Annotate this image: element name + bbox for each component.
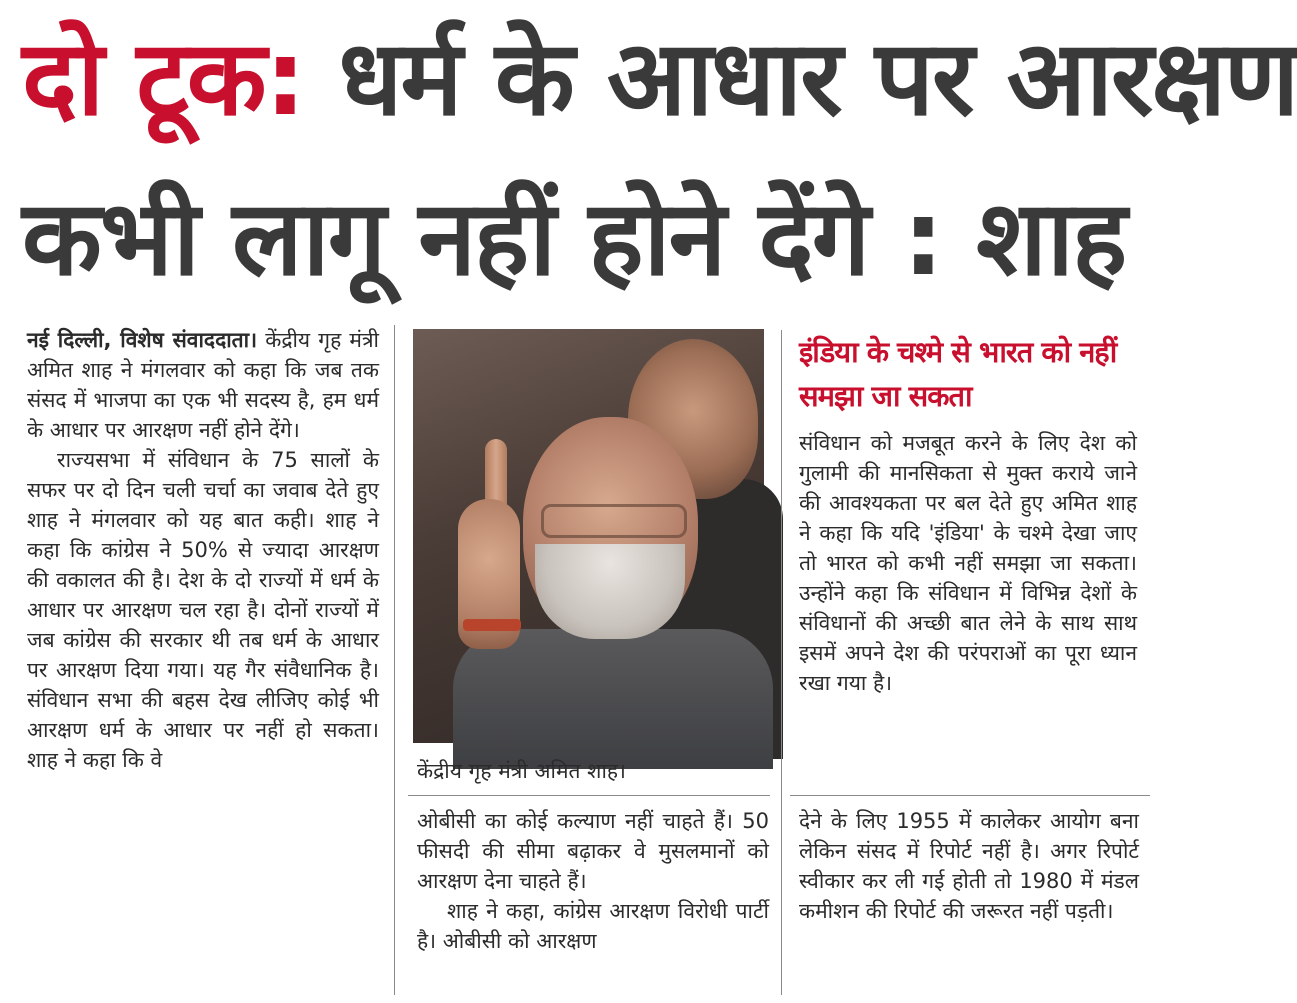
article-paragraph-3: ओबीसी का कोई कल्याण नहीं चाहते हैं। 50 फीसदी की सीमा बढ़ाकर वे मुसलमानों को आरक्षण देना चाहते हैं। <box>417 809 769 893</box>
headline-line-1-text: धर्म के आधार पर आरक्षण <box>304 17 1297 139</box>
article-paragraph-5: देने के लिए 1955 में कालेकर आयोग बना लेकिन संसद में रिपोर्ट नहीं है। अगर रिपोर्ट स्वीकार कर ली गई होती तो 1980 में मंडल कमीशन की रिपोर्ट की जरूरत नहीं पड़ती। <box>799 809 1139 923</box>
article-paragraph-1: केंद्रीय गृह मंत्री अमित शाह ने मंगलवार को कहा कि जब तक संसद में भाजपा का एक भी सदस्य है, हम धर्म के आधार पर आरक्षण नहीं होने देंगे। <box>27 328 379 442</box>
article-paragraph-2: राज्यसभा में संविधान के 75 सालों के सफर पर दो दिन चली चर्चा का जवाब देते हुए शाह ने मंगलवार को यह बात कही। शाह ने कहा कि कांग्रेस ने 50% से ज्यादा आरक्षण की वकालत की है। देश के दो राज्यों में धर्म के आधार पर आरक्षण चल रहा है। दोनों राज्यों में जब कांग्रेस की सरकार थी तब धर्म के आधार पर आरक्षण दिया गया। यह गैर संवैधानिक है। संविधान सभा की बहस देख लीजिए कोई भी आरक्षण धर्म के आधार पर नहीं हो सकता। शाह ने कहा कि वे <box>27 448 379 772</box>
photo-wrist-thread <box>463 619 521 631</box>
photo-caption: केंद्रीय गृह मंत्री अमित शाह। <box>417 759 627 783</box>
sidebar-heading: इंडिया के चश्मे से भारत को नहीं समझा जा सकता <box>799 335 1117 413</box>
column-divider <box>781 330 782 995</box>
sidebar-body: संविधान को मजबूत करने के लिए देश को गुलामी की मानसिकता से मुक्त कराये जाने की आवश्यकता पर बल देते हुए अमित शाह ने कहा कि यदि 'इंडिया' के चश्मे देखा जाए तो भारत को कभी नहीं समझा जा सकता। उन्होंने कहा कि संविधान में विभिन्न देशों के संविधानों की अच्छी बात लेने के साथ साथ इसमें अपने देश की परंपराओं का पूरा ध्यान रखा गया है। <box>799 431 1137 695</box>
headline-line-1 <box>22 17 1297 139</box>
article-column-2 <box>417 806 769 956</box>
section-divider <box>790 795 1150 796</box>
headline-kicker: दो टूक: <box>22 17 305 139</box>
article-column-1 <box>27 325 379 775</box>
section-divider <box>408 795 770 796</box>
column-divider <box>394 325 395 995</box>
dateline: नई दिल्ली, विशेष संवाददाता। <box>27 328 258 352</box>
photo-glasses <box>541 504 687 538</box>
photo-beard <box>535 544 685 639</box>
headline-line-2: कभी लागू नहीं होने देंगे : शाह <box>22 177 1126 299</box>
photo-amit-shah <box>413 329 764 743</box>
article-column-3 <box>799 806 1139 926</box>
article-paragraph-4: शाह ने कहा, कांग्रेस आरक्षण विरोधी पार्टी है। ओबीसी को आरक्षण <box>417 899 769 953</box>
photo-body <box>453 629 773 769</box>
